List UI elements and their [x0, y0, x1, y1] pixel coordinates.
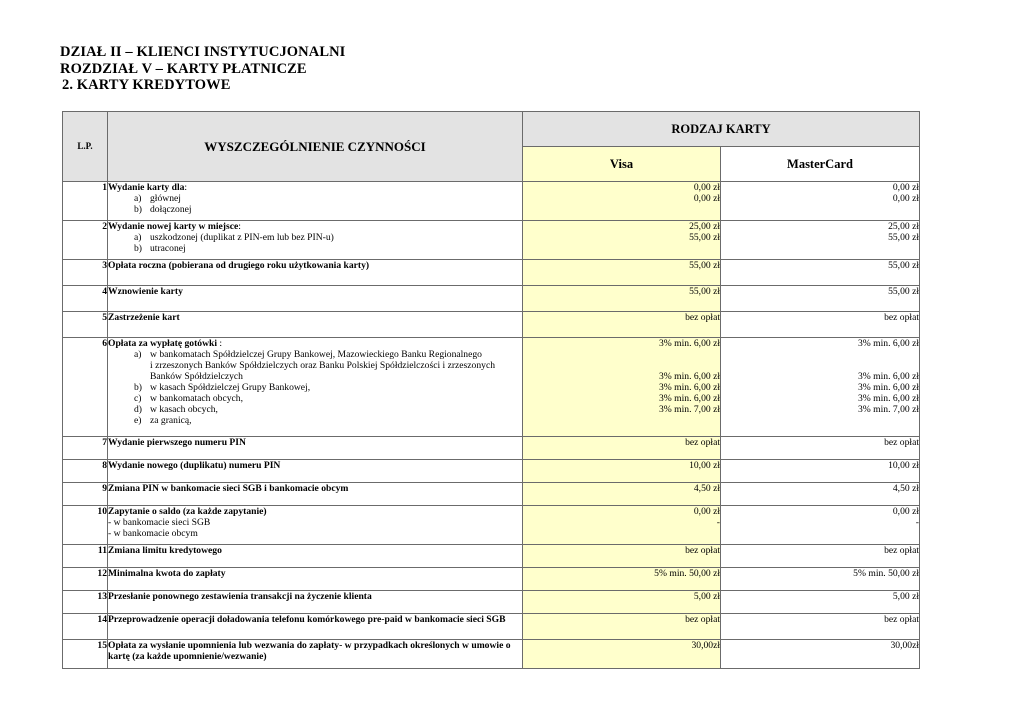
- row-number: 9: [63, 483, 108, 506]
- service-title: [108, 286, 522, 297]
- table-row: [63, 545, 920, 568]
- service-title: [108, 591, 522, 602]
- card-type-header: RODZAJ KARTY: [523, 112, 920, 147]
- table-row: [63, 221, 920, 260]
- sub-item-marker: a): [134, 232, 142, 243]
- mastercard-fee: [721, 545, 920, 568]
- mastercard-fee-value: bez opłat: [884, 614, 919, 625]
- sub-item-text: za granicą,: [150, 415, 192, 426]
- sub-item-text: dołączonej: [150, 204, 192, 215]
- sub-item-text: uszkodzonej (duplikat z PIN-em lub bez PIN-u): [150, 232, 334, 243]
- visa-fee: [523, 312, 721, 338]
- service-title: [108, 506, 522, 517]
- table-row: [63, 506, 920, 545]
- service-description: [108, 312, 523, 338]
- service-title-text: Minimalna kwota do zapłaty: [108, 568, 226, 579]
- service-title: [108, 460, 522, 471]
- sub-item-text: w kasach Spółdzielczej Grupy Bankowej,: [150, 382, 311, 393]
- table-row: [63, 460, 920, 483]
- mastercard-fee-value: 5,00 zł: [892, 591, 919, 602]
- service-title-text: Opłata za wypłatę gotówki: [108, 338, 217, 349]
- section-heading: DZIAŁ II – KLIENCI INSTYTUCJONALNI: [60, 44, 346, 60]
- table-row: [63, 568, 920, 591]
- document-headings: [60, 44, 345, 94]
- table-row: [63, 483, 920, 506]
- visa-fee-value: 3% min. 6,00 zł: [658, 338, 720, 349]
- visa-fee-value: 5,00 zł: [693, 591, 720, 602]
- visa-fee-value: 3% min. 7,00 zł: [658, 404, 720, 415]
- sub-item-marker: b): [134, 243, 142, 254]
- sub-item-marker: a): [134, 349, 142, 360]
- visa-fee-value: 30,00zł: [691, 640, 720, 651]
- mastercard-fee-value: 55,00 zł: [888, 232, 919, 243]
- row-number: 15: [63, 640, 108, 669]
- visa-fee-value: bez opłat: [685, 614, 720, 625]
- row-number: 8: [63, 460, 108, 483]
- sub-item-marker: a): [134, 193, 142, 204]
- mastercard-fee-value: 3% min. 6,00 zł: [857, 393, 919, 404]
- sub-item-text: w bankomatach Spółdzielczej Grupy Bankowej, Mazowieckiego Banku Regionalnego: [150, 349, 482, 360]
- mastercard-fee-value: 3% min. 6,00 zł: [857, 338, 919, 349]
- visa-fee: [523, 221, 721, 260]
- mastercard-fee: [721, 640, 920, 669]
- mastercard-fee-value: 3% min. 7,00 zł: [857, 404, 919, 415]
- table-row: [63, 640, 920, 669]
- visa-fee: [523, 460, 721, 483]
- mastercard-fee: [721, 437, 920, 460]
- sub-item-text: w bankomatach obcych,: [150, 393, 243, 404]
- mastercard-fee-value: 55,00 zł: [888, 260, 919, 271]
- visa-fee-value: [523, 349, 720, 360]
- visa-fee: [523, 545, 721, 568]
- visa-fee-value: 55,00 zł: [689, 260, 720, 271]
- service-description: [108, 483, 523, 506]
- visa-fee-value: 55,00 zł: [689, 286, 720, 297]
- sub-item-text: w kasach obcych,: [150, 404, 218, 415]
- visa-fee-value: 3% min. 6,00 zł: [658, 393, 720, 404]
- sub-item: [108, 393, 522, 404]
- visa-fee-value: 55,00 zł: [689, 232, 720, 243]
- visa-fee-value: 25,00 zł: [689, 221, 720, 232]
- service-description: [108, 614, 523, 640]
- sub-item: [108, 204, 522, 215]
- row-number: 7: [63, 437, 108, 460]
- visa-fee: [523, 286, 721, 312]
- mastercard-fee: [721, 221, 920, 260]
- sub-item-text: - w bankomacie sieci SGB: [108, 517, 211, 528]
- visa-fee-value: -: [716, 517, 720, 528]
- mastercard-fee: [721, 338, 920, 437]
- service-title: [108, 568, 522, 579]
- service-title-text: Opłata roczna (pobierana od drugiego roku użytkowania karty): [108, 260, 370, 271]
- mastercard-fee-value: 3% min. 6,00 zł: [857, 382, 919, 393]
- row-number: 4: [63, 286, 108, 312]
- sub-item: [108, 382, 522, 393]
- mastercard-fee-value: 10,00 zł: [888, 460, 919, 471]
- sub-item: [108, 232, 522, 243]
- service-title: [108, 545, 522, 556]
- row-number: 11: [63, 545, 108, 568]
- service-description: [108, 568, 523, 591]
- service-title: [108, 614, 522, 625]
- service-description: [108, 182, 523, 221]
- mastercard-fee: [721, 182, 920, 221]
- visa-fee: [523, 437, 721, 460]
- mastercard-fee-value: 0,00 zł: [892, 193, 919, 204]
- mastercard-fee: [721, 286, 920, 312]
- service-description: [108, 591, 523, 614]
- service-title-text: Wydanie pierwszego numeru PIN: [108, 437, 246, 448]
- service-title: [108, 437, 522, 448]
- service-title-text: Przeprowadzenie operacji doładowania telefonu komórkowego pre-paid w bankomacie sieci SGB: [108, 614, 506, 625]
- visa-fee-value: [523, 360, 720, 371]
- mastercard-fee-value: 0,00 zł: [892, 506, 919, 517]
- service-description: [108, 545, 523, 568]
- service-title-text: Zastrzeżenie kart: [108, 312, 180, 323]
- service-description: [108, 437, 523, 460]
- subsection-heading: 2. KARTY KREDYTOWE: [62, 77, 231, 93]
- service-description: [108, 286, 523, 312]
- mastercard-fee-value: [721, 349, 919, 360]
- description-header: WYSZCZEGÓLNIENIE CZYNNOŚCI: [108, 112, 523, 182]
- sub-item-marker: e): [134, 415, 142, 426]
- service-title: [108, 338, 522, 349]
- mastercard-fee-value: 4,50 zł: [892, 483, 919, 494]
- sub-item-text: głównej: [150, 193, 181, 204]
- sub-item: [108, 404, 522, 415]
- visa-fee-value: 3% min. 6,00 zł: [658, 371, 720, 382]
- sub-item-marker: b): [134, 204, 142, 215]
- service-title-text: Wznowienie karty: [108, 286, 183, 297]
- service-title: [108, 182, 522, 193]
- title-suffix: :: [217, 338, 223, 349]
- visa-fee: [523, 506, 721, 545]
- sub-item: [108, 349, 522, 360]
- table-row: [63, 614, 920, 640]
- fee-table-body: [63, 182, 920, 669]
- title-suffix: :: [184, 182, 188, 193]
- service-description: [108, 506, 523, 545]
- visa-fee: [523, 483, 721, 506]
- visa-fee-value: 4,50 zł: [693, 483, 720, 494]
- mastercard-fee: [721, 260, 920, 286]
- credit-card-fee-table: [62, 111, 920, 669]
- mastercard-fee: [721, 312, 920, 338]
- visa-fee-value: 0,00 zł: [693, 506, 720, 517]
- title-suffix: :: [238, 221, 241, 232]
- service-title-text: Przesłanie ponownego zestawienia transakcji na życzenie klienta: [108, 591, 372, 602]
- visa-fee-value: bez opłat: [685, 545, 720, 556]
- service-title: [108, 640, 522, 662]
- visa-fee: [523, 338, 721, 437]
- mastercard-fee: [721, 460, 920, 483]
- mastercard-fee: [721, 614, 920, 640]
- table-row: [63, 182, 920, 221]
- service-title-text: Wydanie nowego (duplikatu) numeru PIN: [108, 460, 281, 471]
- mastercard-header: MasterCard: [721, 147, 920, 182]
- row-number: 14: [63, 614, 108, 640]
- service-description: [108, 221, 523, 260]
- sub-item-continuation: i zrzeszonych Banków Spółdzielczych oraz Banku Polskiej Spółdzielczości i zrzeszonych: [150, 360, 495, 371]
- sub-item-text: utraconej: [150, 243, 186, 254]
- mastercard-fee: [721, 506, 920, 545]
- visa-fee-value: bez opłat: [685, 312, 720, 323]
- table-row: [63, 286, 920, 312]
- row-number: 2: [63, 221, 108, 260]
- sub-item-marker: d): [134, 404, 142, 415]
- mastercard-fee: [721, 483, 920, 506]
- sub-item: [108, 243, 522, 254]
- table-row: [63, 338, 920, 437]
- sub-item-continuation: Banków Spółdzielczych: [150, 371, 243, 382]
- service-title-text: Zmiana PIN w bankomacie sieci SGB i bankomacie obcym: [108, 483, 349, 494]
- service-title: [108, 483, 522, 494]
- table-row: [63, 591, 920, 614]
- mastercard-fee-value: 55,00 zł: [888, 286, 919, 297]
- mastercard-fee-value: [721, 360, 919, 371]
- row-number: 3: [63, 260, 108, 286]
- visa-fee-value: 5% min. 50,00 zł: [654, 568, 720, 579]
- service-title-text: Opłata za wysłanie upomnienia lub wezwania do zapłaty- w przypadkach określonych w umowie o kartę (za każde upomnienie/wezwanie): [108, 640, 511, 662]
- mastercard-fee-value: 3% min. 6,00 zł: [857, 371, 919, 382]
- mastercard-fee: [721, 568, 920, 591]
- visa-fee: [523, 260, 721, 286]
- mastercard-fee-value: 5% min. 50,00 zł: [853, 568, 919, 579]
- visa-fee-value: 0,00 zł: [693, 193, 720, 204]
- row-number: 6: [63, 338, 108, 437]
- row-number: 13: [63, 591, 108, 614]
- visa-fee: [523, 640, 721, 669]
- sub-item-text: - w bankomacie obcym: [108, 528, 198, 539]
- sub-item: [108, 193, 522, 204]
- lp-header: L.P.: [63, 112, 108, 182]
- table-row: [63, 260, 920, 286]
- service-title-text: Wydanie karty dla: [108, 182, 185, 193]
- service-description: [108, 640, 523, 669]
- mastercard-fee-value: 25,00 zł: [888, 221, 919, 232]
- visa-fee: [523, 614, 721, 640]
- service-title: [108, 260, 522, 271]
- visa-fee-value: 10,00 zł: [689, 460, 720, 471]
- visa-fee-value: 0,00 zł: [693, 182, 720, 193]
- visa-fee-value: bez opłat: [685, 437, 720, 448]
- row-number: 10: [63, 506, 108, 545]
- row-number: 1: [63, 182, 108, 221]
- mastercard-fee: [721, 591, 920, 614]
- service-description: [108, 460, 523, 483]
- mastercard-fee-value: bez opłat: [884, 437, 919, 448]
- mastercard-fee-value: bez opłat: [884, 312, 919, 323]
- table-row: [63, 437, 920, 460]
- chapter-heading: ROZDZIAŁ V – KARTY PŁATNICZE: [60, 60, 307, 77]
- service-title-text: Wydanie nowej karty w miejsce: [108, 221, 239, 232]
- sub-item: [108, 415, 522, 426]
- mastercard-fee-value: 30,00zł: [890, 640, 919, 651]
- service-description: [108, 338, 523, 437]
- mastercard-fee-value: -: [915, 517, 919, 528]
- service-title: [108, 312, 522, 323]
- row-number: 12: [63, 568, 108, 591]
- visa-fee: [523, 591, 721, 614]
- visa-header: Visa: [523, 147, 721, 182]
- service-title-text: Zmiana limitu kredytowego: [108, 545, 222, 556]
- mastercard-fee-value: 0,00 zł: [892, 182, 919, 193]
- service-description: [108, 260, 523, 286]
- mastercard-fee-value: bez opłat: [884, 545, 919, 556]
- row-number: 5: [63, 312, 108, 338]
- sub-item-marker: c): [134, 393, 142, 404]
- visa-fee: [523, 182, 721, 221]
- service-title: [108, 221, 522, 232]
- sub-item-marker: b): [134, 382, 142, 393]
- visa-fee-value: 3% min. 6,00 zł: [658, 382, 720, 393]
- visa-fee: [523, 568, 721, 591]
- service-title-text: Zapytanie o saldo (za każde zapytanie): [108, 506, 267, 517]
- table-row: [63, 312, 920, 338]
